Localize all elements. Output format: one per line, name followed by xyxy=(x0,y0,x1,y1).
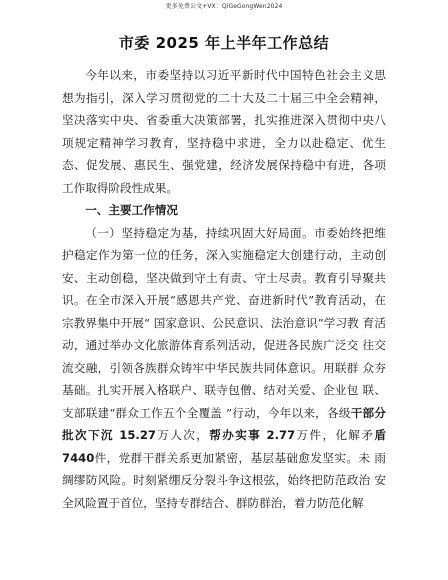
document-body xyxy=(62,64,386,514)
document-title: 市委 2025 年上半年工作总结 xyxy=(118,34,330,52)
paragraph-text: 件，党群干群关系更加紧密，基层基础愈发坚实。未 雨绸缪防风险。时刻紧绷反分裂斗争这根弦，始终把防范政治 安全风险置于首位，坚持专群结合、群防群治，着力防范化解 xyxy=(62,450,386,510)
emphasis-text: 盾 7440 xyxy=(62,428,386,465)
emphasis-text: 干部分批次下沉 15.27 xyxy=(62,405,386,442)
paragraph-text: （一）坚持稳定为基，持续巩固大好局面。市委始终把维护稳定作为第一位的任务，深入实施稳定大创建行动，主动创安、主动创稳，坚决做到守土有责、守土尽责。教育引导聚共识。在全市深入开展“感恩共产党、奋进新时代”教育活动，在宗教界集中开展“ 国家意识、公民意识、法治意识”学习教 育活动，通过举办文化旅游体育系列活动，促进各民族广泛交 往交流交融，引领各族群众铸牢中华民族共同体意识。用联群 众夯基础。扎实开展入格联户、联寺包僧、结对关爱、企业包 联、支部联建“群众工作五个全覆盖 ”行动，今年以来，各级 xyxy=(62,225,386,420)
intro-paragraph: 今年以来，市委坚持以习近平新时代中国特色社会主义思想为指引，深入学习贯彻党的二十大及二十届三中全会精神，坚决落实中央、省委重大决策部署，扎实推进深入贯彻中央八项规定精神学习教育，坚持稳中求进，全力以赴稳定、优生态、促发展、惠民生、强党建，经济发展保持稳中有进，各项工作取得阶段性成果。 xyxy=(62,68,386,195)
section-heading: 一、主要工作情况 xyxy=(85,203,178,217)
body-paragraph xyxy=(62,222,386,515)
paragraph-text: 万件，化解矛 xyxy=(295,428,375,442)
header-note: 更多免费公文+VX：QiGeGongWen2024 xyxy=(165,3,283,10)
paragraph-text: 万人次， xyxy=(155,428,210,442)
emphasis-text: 帮办实事 2.77 xyxy=(209,428,296,442)
